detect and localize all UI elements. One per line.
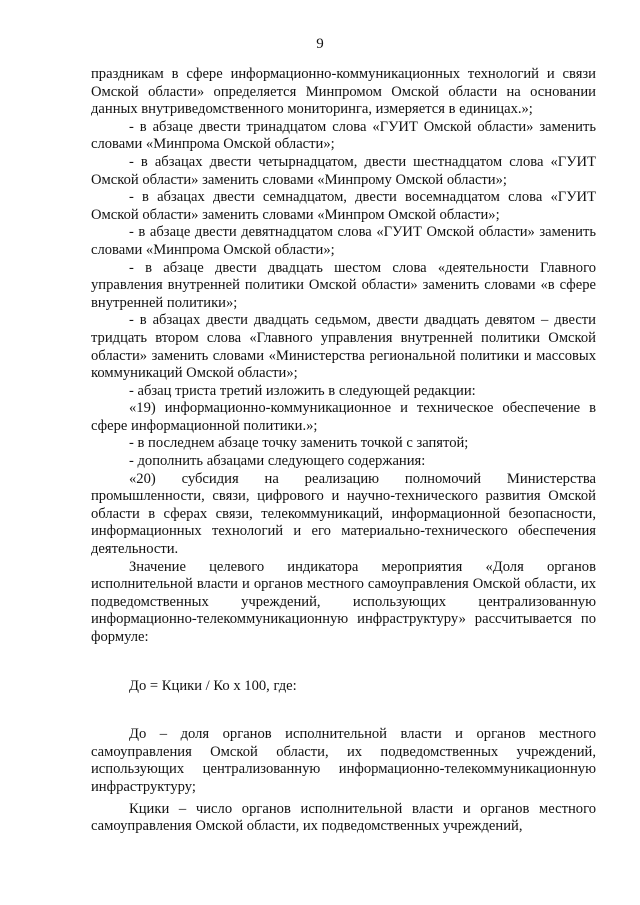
paragraph: - в абзаце двести двадцать шестом слова «деятельности Главного управления внутренней политики Омской области» заменить словами «в сфере внутренней политики»; (91, 259, 596, 311)
paragraph: - в абзацах двести семнадцатом, двести восемнадцатом слова «ГУИТ Омской области» заменить словами «Минпром Омской области»; (91, 189, 596, 223)
paragraph: «19) информационно-коммуникационное и техническое обеспечение в сфере информационной политики.»; (91, 400, 596, 434)
paragraph: «20) субсидия на реализацию полномочий Министерства промышленности, связи, цифрового и научно-технического развития Омской области в сферах связи, телекоммуникаций, информационной безопасности, информационных технологий и его материально-технического обеспечения деятельности. (91, 470, 596, 558)
definition: До – доля органов исполнительной власти и органов местного самоуправления Омской области, их подведомственных учреждений, использующих централизованную информационно-телекоммуникационную инфраструктуру; (91, 726, 596, 795)
paragraph: - дополнить абзацами следующего содержания: (129, 453, 426, 470)
paragraph: - в абзацах двести четырнадцатом, двести шестнадцатом слова «ГУИТ Омской области» заменить словами «Минпрому Омской области»; (91, 153, 596, 188)
paragraph: - в последнем абзаце точку заменить точкой с запятой; (129, 435, 469, 452)
paragraph: праздникам в сфере информационно-коммуникационных технологий и связи Омской области» определяется Минпромом Омской области на основании данных внутриведомственного мониторинга, измеряется в единицах.»; (91, 66, 596, 118)
paragraph: - абзац триста третий изложить в следующей редакции: (129, 382, 476, 399)
paragraph: - в абзаце двести девятнадцатом слова «ГУИТ Омской области» заменить словами «Минпрома Омской области»; (91, 224, 596, 258)
paragraph: - в абзацах двести двадцать седьмом, двести двадцать девятом – двести тридцать втором слова «Главного управления внутренней политики Омской области» заменить словами «Министерства региональной политики и массовых коммуникаций Омской области»; (91, 312, 596, 382)
formula: До = Кцики / Ко x 100, где: (129, 677, 297, 694)
document-body (91, 66, 596, 836)
definition: Кцики – число органов исполнительной власти и органов местного самоуправления Омской области, их подведомственных учреждений, (91, 800, 596, 835)
page-number: 9 (316, 36, 324, 52)
paragraph: Значение целевого индикатора мероприятия «Доля органов исполнительной власти и органов местного самоуправления Омской области, их подведомственных учреждений, использующих централизованную информационно-телекоммуникационную инфраструктуру» рассчитывается по формуле: (91, 558, 596, 645)
paragraph: - в абзаце двести тринадцатом слова «ГУИТ Омской области» заменить словами «Минпрома Омской области»; (91, 118, 596, 153)
